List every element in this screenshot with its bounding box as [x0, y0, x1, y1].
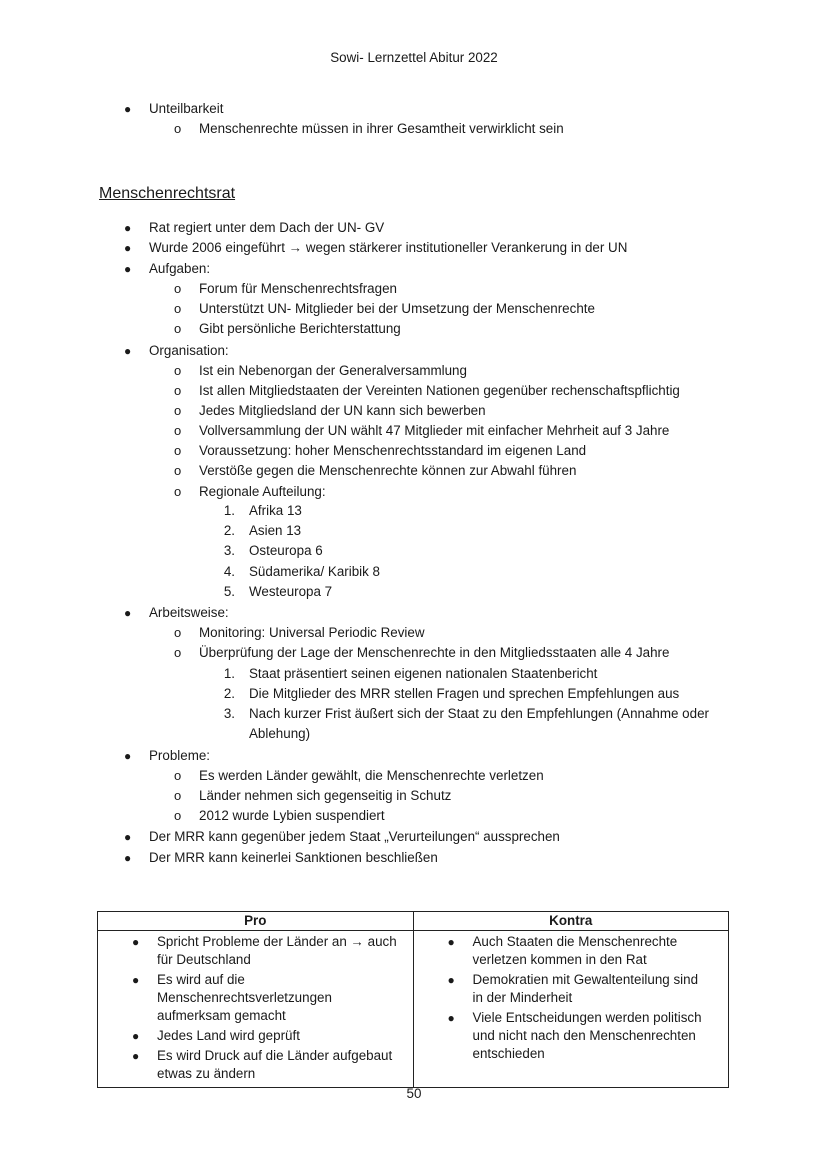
- bullet-icon: ●: [132, 1029, 140, 1043]
- page-header: Sowi- Lernzettel Abitur 2022: [330, 50, 498, 65]
- list-item: Vollversammlung der UN wählt 47 Mitglieder mit einfacher Mehrheit auf 3 Jahre: [199, 423, 670, 438]
- list-item: Länder nehmen sich gegenseitig in Schutz: [199, 788, 452, 803]
- page-number: 50: [406, 1086, 422, 1101]
- bullet-icon: ●: [124, 830, 132, 844]
- circle-bullet-icon: o: [174, 321, 182, 336]
- step-item: Nach kurzer Frist äußert sich der Staat zu den Empfehlungen (Annahme oder: [249, 706, 709, 721]
- list-number: 3.: [223, 706, 235, 721]
- region-item: Südamerika/ Karibik 8: [249, 564, 380, 579]
- aufgaben-label: Aufgaben:: [149, 261, 211, 276]
- list-number: 1.: [223, 503, 235, 518]
- circle-bullet-icon: o: [174, 808, 182, 823]
- pro-header: Pro: [98, 912, 414, 931]
- list-number: 1.: [223, 666, 235, 681]
- bullet-icon: ●: [124, 241, 132, 255]
- bullet-icon: ●: [132, 1049, 140, 1063]
- circle-bullet-icon: o: [174, 484, 182, 499]
- list-number: 4.: [223, 564, 235, 579]
- bullet-icon: ●: [124, 851, 132, 865]
- list-item: Regionale Aufteilung:: [199, 484, 326, 499]
- circle-bullet-icon: o: [174, 788, 182, 803]
- list-item: 2012 wurde Lybien suspendiert: [199, 808, 385, 823]
- list-item: Forum für Menschenrechtsfragen: [199, 281, 397, 296]
- list-item: Es werden Länder gewählt, die Menschenrechte verletzen: [199, 768, 544, 783]
- step-item-continued: Ablehung): [249, 726, 311, 741]
- circle-bullet-icon: o: [174, 625, 182, 640]
- bullet-icon: ●: [124, 344, 132, 358]
- circle-bullet-icon: o: [174, 363, 182, 378]
- bullet-icon: ●: [124, 606, 132, 620]
- intro-sub: Menschenrechte müssen in ihrer Gesamtheit verwirklicht sein: [199, 121, 564, 136]
- bullet-icon: ●: [447, 935, 455, 949]
- list-item: Überprüfung der Lage der Menschenrechte in den Mitgliedsstaaten alle 4 Jahre: [199, 645, 670, 660]
- list-number: 2.: [223, 686, 235, 701]
- arrow-right-icon: →: [288, 240, 303, 255]
- step-item: Staat präsentiert seinen eigenen nationalen Staatenbericht: [249, 666, 598, 681]
- bullet-icon: ●: [124, 221, 132, 235]
- kontra-item: ● Demokratien mit Gewaltenteilung sind in der Minderheit: [447, 972, 699, 1005]
- step-item: Die Mitglieder des MRR stellen Fragen und sprechen Empfehlungen aus: [249, 686, 680, 701]
- list-item: Unterstützt UN- Mitglieder bei der Umsetzung der Menschenrechte: [199, 301, 595, 316]
- bullet-icon: ●: [447, 1011, 455, 1025]
- pro-item: ● Es wird Druck auf die Länder aufgebaut etwas zu ändern: [132, 1048, 393, 1081]
- region-item: Westeuropa 7: [249, 584, 333, 599]
- section-heading: Menschenrechtsrat: [99, 185, 236, 202]
- list-item: Wurde 2006 eingeführt → wegen stärkerer institutioneller Verankerung in der UN: [149, 240, 628, 255]
- region-item: Asien 13: [249, 523, 302, 538]
- probleme-label: Probleme:: [149, 748, 211, 763]
- arbeitsweise-label: Arbeitsweise:: [149, 605, 229, 620]
- bullet-icon: ●: [447, 973, 455, 987]
- intro-item: Unteilbarkeit: [149, 101, 224, 116]
- kontra-item: ● Auch Staaten die Menschenrechte verletzen kommen in den Rat: [447, 934, 678, 967]
- list-item: Jedes Mitgliedsland der UN kann sich bewerben: [199, 403, 486, 418]
- bullet-icon: ●: [124, 749, 132, 763]
- circle-bullet-icon: o: [174, 383, 182, 398]
- circle-bullet-icon: o: [174, 463, 182, 478]
- list-item: Rat regiert unter dem Dach der UN- GV: [149, 220, 385, 235]
- region-item: Afrika 13: [249, 503, 302, 518]
- pro-cell: [98, 931, 414, 1088]
- list-number: 3.: [223, 543, 235, 558]
- list-item: Voraussetzung: hoher Menschenrechtsstandard im eigenen Land: [199, 443, 587, 458]
- kontra-cell: [413, 931, 729, 1088]
- circle-bullet-icon: o: [174, 443, 182, 458]
- circle-bullet-icon: o: [174, 281, 182, 296]
- pro-contra-table: [97, 911, 729, 1088]
- pro-item: ● Jedes Land wird geprüft: [132, 1028, 300, 1043]
- circle-bullet-icon: o: [174, 645, 182, 660]
- circle-bullet-icon: o: [174, 121, 182, 136]
- circle-bullet-icon: o: [174, 768, 182, 783]
- bullet-icon: ●: [124, 262, 132, 276]
- bullet-icon: ●: [132, 973, 140, 987]
- list-item: Gibt persönliche Berichterstattung: [199, 321, 401, 336]
- list-item: Ist ein Nebenorgan der Generalversammlung: [199, 363, 467, 378]
- region-item: Osteuropa 6: [249, 543, 323, 558]
- bullet-icon: ●: [124, 102, 132, 116]
- kontra-header: Kontra: [413, 912, 729, 931]
- list-item: Verstöße gegen die Menschenrechte können zur Abwahl führen: [199, 463, 577, 478]
- pro-item: ● Es wird auf die Menschenrechtsverletzungen aufmerksam gemacht: [132, 972, 332, 1023]
- list-number: 2.: [223, 523, 235, 538]
- list-item: Ist allen Mitgliedstaaten der Vereinten Nationen gegenüber rechenschaftspflichtig: [199, 383, 680, 398]
- circle-bullet-icon: o: [174, 301, 182, 316]
- list-item: Monitoring: Universal Periodic Review: [199, 625, 425, 640]
- list-number: 5.: [223, 584, 235, 599]
- organisation-label: Organisation:: [149, 343, 229, 358]
- pro-item: ● Spricht Probleme der Länder an → auch für Deutschland: [132, 934, 397, 967]
- kontra-item: ● Viele Entscheidungen werden politisch und nicht nach den Menschenrechten entschieden: [447, 1010, 702, 1061]
- list-item: Der MRR kann keinerlei Sanktionen beschließen: [149, 850, 438, 865]
- list-item: Der MRR kann gegenüber jedem Staat „Verurteilungen“ aussprechen: [149, 829, 560, 844]
- circle-bullet-icon: o: [174, 423, 182, 438]
- bullet-icon: ●: [132, 935, 140, 949]
- circle-bullet-icon: o: [174, 403, 182, 418]
